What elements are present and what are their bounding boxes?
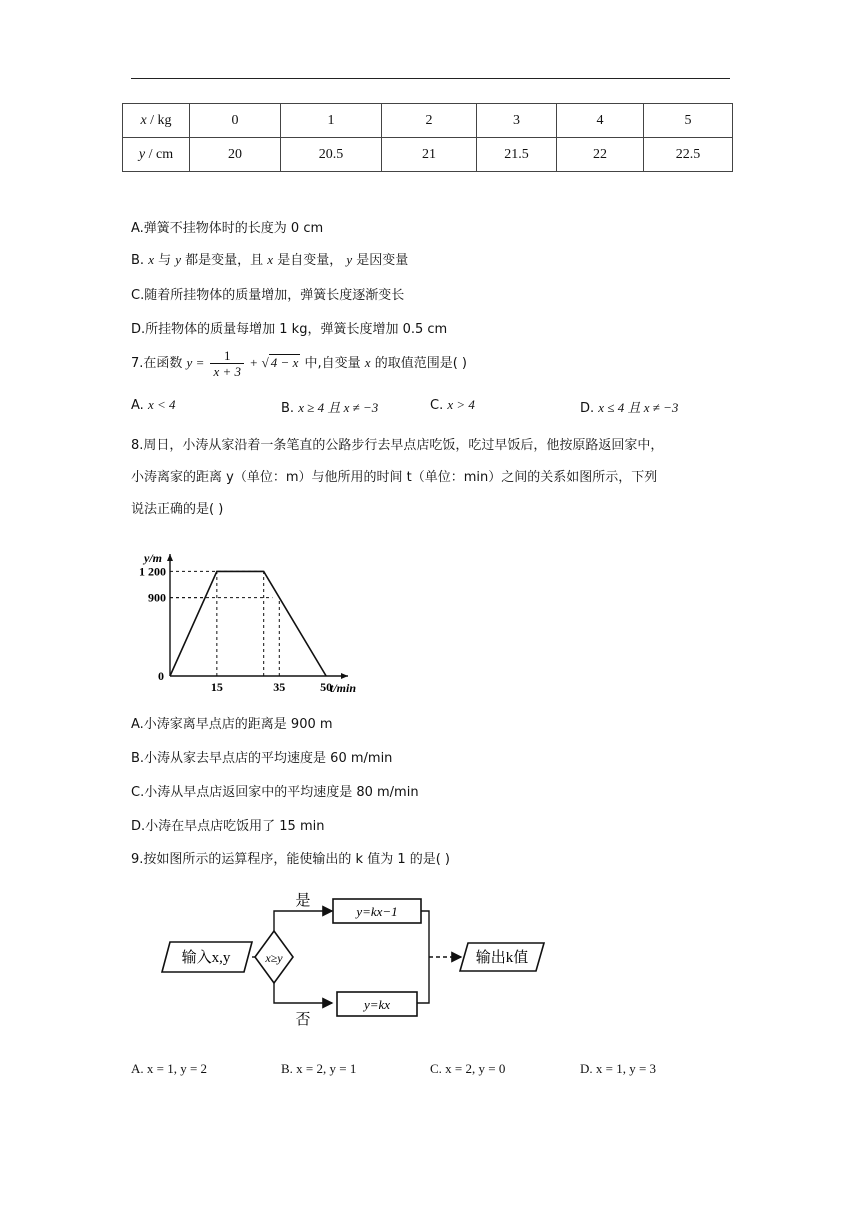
table-header-cell: x / kg [123, 104, 190, 138]
table-cell: 22.5 [644, 138, 733, 172]
output-label: 输出k值 [475, 950, 529, 966]
chart-axes [167, 554, 348, 679]
x-tick-label: 35 [273, 680, 286, 694]
q6-option-a: A.弹簧不挂物体时的长度为 0 cm [131, 221, 324, 236]
q7-option-d: D. x ≤ 4 且 x ≠ −3 [580, 400, 679, 416]
no-label: 否 [295, 1012, 311, 1028]
q7-sqrt: √ 4 − x [261, 355, 299, 370]
q7-option-a: A. x < 4 [131, 397, 176, 413]
q9-option-d: D. x = 1, y = 3 [580, 1061, 657, 1076]
y-tick-label: 1 200 [139, 564, 166, 579]
table-cell: 1 [281, 104, 382, 138]
q6-option-c: C.随着所挂物体的质量增加，弹簧长度逐渐变长 [131, 288, 405, 303]
q8-stem-line-1: 8.周日，小涛从家沿着一条笔直的公路步行去早点店吃饭，吃过早饭后，他按原路返回家中， [131, 438, 664, 453]
q8-stem-line-2: 小涛离家的距离 y（单位：m）与他所用的时间 t（单位：min）之间的关系如图所示，下列 [131, 470, 658, 485]
q9-stem: 9.按如图所示的运算程序，能使输出的 k 值为 1 的是( ) [131, 852, 451, 867]
q7-option-b: B. x ≥ 4 且 x ≠ −3 [281, 400, 379, 416]
q9-option-b: B. x = 2, y = 1 [281, 1061, 357, 1076]
mass-length-table [122, 103, 733, 172]
x-tick-label: 15 [210, 680, 223, 694]
chart-guides [170, 571, 279, 676]
y-axis-label: y/m [144, 551, 162, 565]
table-cell: 3 [477, 104, 557, 138]
table-row [123, 138, 733, 172]
table-cell: 5 [644, 104, 733, 138]
y-tick-label: 900 [148, 590, 166, 605]
input-label: 输入x,y [181, 950, 231, 966]
table-header-cell: y / cm [123, 138, 190, 172]
q7-stem: 7.在函数 y = $\frac{1}{x + 3}$ + √ 4 − x 中,自变量 x 的取值范围是( ) [131, 348, 467, 379]
q7-fraction: $\frac{1}{x + 3}$ [210, 348, 244, 379]
q6-option-d: D.所挂物体的质量每增加 1 kg，弹簧长度增加 0.5 cm [131, 322, 448, 337]
distance-line [170, 571, 326, 676]
q8-option-a: A.小涛家离早点店的距离是 900 m [131, 717, 333, 732]
table-cell: 20.5 [281, 138, 382, 172]
x-axis-label: t/min [330, 681, 357, 695]
q8-option-b: B.小涛从家去早点店的平均速度是 60 m/min [131, 751, 393, 766]
decision-label: x≥y [265, 951, 283, 965]
yes-label: 是 [295, 893, 311, 909]
table-cell: 4 [557, 104, 644, 138]
y-axis-arrow [167, 554, 173, 561]
q9-option-c: C. x = 2, y = 0 [430, 1061, 506, 1076]
table-cell: 20 [190, 138, 281, 172]
operation-flowchart [160, 885, 560, 1030]
chart-series [170, 571, 326, 676]
q7-option-c: C. x > 4 [430, 397, 475, 413]
table-cell: 21 [382, 138, 477, 172]
q8-option-d: D.小涛在早点店吃饭用了 15 min [131, 819, 325, 834]
table-cell: 21.5 [477, 138, 557, 172]
table-row [123, 104, 733, 138]
q6-option-b: B. x 与 y 都是变量，且 x 是自变量， y 是因变量 [131, 252, 409, 268]
q9-option-a: A. x = 1, y = 2 [131, 1061, 208, 1076]
table-cell: 0 [190, 104, 281, 138]
header-rule [131, 78, 730, 79]
q8-stem-line-3: 说法正确的是( ) [131, 502, 224, 517]
distance-time-chart [139, 530, 357, 700]
table-cell: 2 [382, 104, 477, 138]
table-cell: 22 [557, 138, 644, 172]
yes-box-label: y=kx−1 [356, 904, 398, 919]
x-tick-label: 50 [320, 680, 333, 694]
q8-option-c: C.小涛从早点店返回家中的平均速度是 80 m/min [131, 785, 419, 800]
origin-label: 0 [158, 669, 164, 683]
no-box-label: y=kx [363, 997, 391, 1012]
x-axis-arrow [341, 673, 348, 679]
